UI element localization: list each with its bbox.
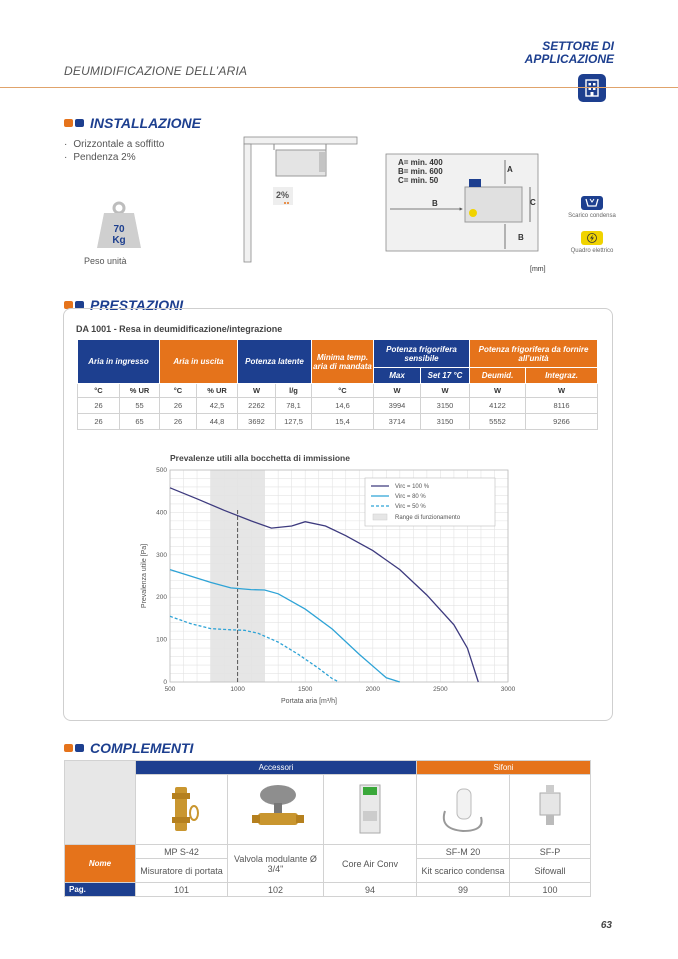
header-divider bbox=[0, 87, 678, 88]
unit-cell: % UR bbox=[197, 384, 238, 398]
x-tick-label: 500 bbox=[164, 686, 176, 693]
table-cell: 3150 bbox=[421, 398, 470, 414]
header-potenza-sensibile: Potenza frigorifera sensibile bbox=[374, 340, 470, 368]
table-cell: 5552 bbox=[470, 414, 526, 430]
table-cell: 127,5 bbox=[276, 414, 312, 430]
table-cell: 4122 bbox=[470, 398, 526, 414]
motorized-valve-icon bbox=[228, 775, 324, 845]
table-cell: 3692 bbox=[238, 414, 276, 430]
lightning-icon bbox=[581, 231, 603, 245]
header-minima-temp: Minima temp. aria di mandata bbox=[312, 340, 374, 384]
section-complementi bbox=[64, 740, 193, 756]
unit-cell: °C bbox=[160, 384, 197, 398]
header-potenza-latente: Potenza latente bbox=[238, 340, 312, 384]
table-cell: 42,5 bbox=[197, 398, 238, 414]
legend-label: Scarico condensa bbox=[568, 213, 616, 219]
x-tick-label: 3000 bbox=[500, 686, 516, 693]
unit-cell: W bbox=[374, 384, 421, 398]
table-cell: 44,8 bbox=[197, 414, 238, 430]
weight-badge bbox=[96, 200, 146, 250]
list-item: · Pendenza 2% bbox=[64, 151, 164, 164]
weight-caption: Peso unità bbox=[84, 256, 127, 266]
section-title: PRESTAZIONI bbox=[90, 297, 184, 313]
table-cell: 26 bbox=[160, 414, 197, 430]
table-cell: 65 bbox=[120, 414, 160, 430]
x-tick-label: 1500 bbox=[297, 686, 313, 693]
wall-siphon-icon bbox=[510, 775, 591, 845]
performance-table bbox=[77, 339, 598, 430]
unit-cell: W bbox=[238, 384, 276, 398]
svg-text:C: C bbox=[530, 198, 536, 207]
table-cell: 55 bbox=[120, 398, 160, 414]
header-aria-ingresso: Aria in ingresso bbox=[78, 340, 160, 384]
table-cell: 26 bbox=[160, 398, 197, 414]
y-tick-label: 300 bbox=[156, 551, 167, 559]
category-accessori: Accessori bbox=[136, 761, 417, 775]
table-cell: 9266 bbox=[526, 414, 598, 430]
x-tick-label: 2000 bbox=[365, 686, 381, 693]
row-label-nome: Nome bbox=[65, 845, 136, 883]
x-tick-label: 2500 bbox=[433, 686, 448, 693]
legend-label: Range di funzionamento bbox=[395, 515, 461, 521]
header-max: Max bbox=[374, 368, 421, 384]
din-module-icon bbox=[324, 775, 417, 845]
list-item: · Orizzontale a soffitto bbox=[64, 138, 164, 151]
unit-label: [mm] bbox=[530, 266, 546, 273]
legend-swatch bbox=[373, 514, 387, 520]
table-cell: 78,1 bbox=[276, 398, 312, 414]
installation-diagram bbox=[240, 132, 560, 277]
condensate-drain-icon bbox=[581, 196, 603, 210]
table-cell: 26 bbox=[78, 414, 120, 430]
installation-list bbox=[64, 138, 164, 164]
item-name: Valvola modulante Ø 3/4" bbox=[228, 845, 324, 883]
y-tick-label: 0 bbox=[163, 679, 167, 686]
sector-title bbox=[525, 40, 614, 66]
page-topic: DEUMIDIFICAZIONE DELL’ARIA bbox=[64, 64, 248, 78]
item-page: 99 bbox=[417, 883, 510, 897]
item-code: SF-M 20 bbox=[417, 845, 510, 859]
table-cell: 15,4 bbox=[312, 414, 374, 430]
section-marker-icon bbox=[64, 744, 84, 752]
header-integraz: Integraz. bbox=[526, 368, 598, 384]
siphon-kit-icon bbox=[417, 775, 510, 845]
y-tick-label: 200 bbox=[156, 594, 167, 602]
sector-title-line1: SETTORE DI bbox=[542, 39, 614, 53]
section-title: INSTALLAZIONE bbox=[90, 115, 201, 131]
building-icon bbox=[578, 74, 606, 102]
table-row bbox=[78, 414, 598, 430]
table-corner bbox=[65, 761, 136, 845]
item-page: 94 bbox=[324, 883, 417, 897]
item-page: 102 bbox=[228, 883, 324, 897]
chart-title: Prevalenze utili alla bocchetta di immissione bbox=[170, 453, 350, 463]
header-deumid: Deumid. bbox=[470, 368, 526, 384]
header-potenza-fornire: Potenza frigorifera da fornire all’unità bbox=[470, 340, 598, 368]
weight-value: 70 Kg bbox=[112, 224, 126, 246]
accessories-table bbox=[64, 760, 591, 897]
unit-cell: W bbox=[526, 384, 598, 398]
svg-text:B: B bbox=[432, 199, 438, 208]
legend-label: Quadro elettrico bbox=[570, 248, 614, 254]
item-code: SF-P bbox=[510, 845, 591, 859]
section-title: COMPLEMENTI bbox=[90, 740, 194, 756]
item-page: 101 bbox=[136, 883, 228, 897]
table-cell: 2262 bbox=[238, 398, 276, 414]
legend-label: Virc = 50 % bbox=[395, 504, 426, 510]
header-aria-uscita: Aria in uscita bbox=[160, 340, 238, 384]
dimension-b: B= min. 600 bbox=[398, 167, 443, 176]
header-set17: Set 17 °C bbox=[421, 368, 470, 384]
brass-valve-icon bbox=[136, 775, 228, 845]
x-tick-label: 1000 bbox=[230, 686, 245, 693]
item-name: Misuratore di portata bbox=[136, 859, 228, 883]
table-cell: 26 bbox=[78, 398, 120, 414]
table-cell: 3994 bbox=[374, 398, 421, 414]
item-name: Kit scarico condensa bbox=[417, 859, 510, 883]
category-sifoni: Sifoni bbox=[417, 761, 591, 775]
legend-label: Virc = 80 % bbox=[395, 494, 426, 500]
row-label-pag: Pag. bbox=[65, 883, 136, 897]
table-cell: 8116 bbox=[526, 398, 598, 414]
unit-cell: l/g bbox=[276, 384, 312, 398]
table-row bbox=[78, 398, 598, 414]
y-axis-label: Prevalenza utile [Pa] bbox=[141, 543, 148, 609]
section-marker-icon bbox=[64, 119, 84, 127]
slope-label: 2% bbox=[276, 190, 290, 200]
y-tick-label: 100 bbox=[156, 636, 167, 644]
table-title: DA 1001 - Resa in deumidificazione/integrazione bbox=[76, 324, 283, 334]
table-cell: 3714 bbox=[374, 414, 421, 430]
dimension-a: A= min. 400 bbox=[398, 158, 443, 167]
svg-text:B: B bbox=[518, 233, 524, 242]
table-cell: 14,6 bbox=[312, 398, 374, 414]
unit-cell: W bbox=[421, 384, 470, 398]
table-cell: 3150 bbox=[421, 414, 470, 430]
pressure-chart bbox=[130, 464, 530, 714]
sector-title-line2: APPLICAZIONE bbox=[524, 52, 614, 66]
unit-cell: % UR bbox=[120, 384, 160, 398]
legend-label: Virc = 100 % bbox=[395, 484, 430, 490]
page-number: 63 bbox=[600, 920, 612, 931]
unit-cell: °C bbox=[312, 384, 374, 398]
item-page: 100 bbox=[510, 883, 591, 897]
unit-cell: °C bbox=[78, 384, 120, 398]
item-name: Sifowall bbox=[510, 859, 591, 883]
unit-cell: W bbox=[470, 384, 526, 398]
item-name: Core Air Conv bbox=[324, 845, 417, 883]
svg-text:A: A bbox=[507, 165, 513, 174]
y-tick-label: 500 bbox=[156, 467, 167, 474]
y-tick-label: 400 bbox=[156, 509, 167, 517]
x-axis-label: Portata aria [m³/h] bbox=[280, 698, 338, 705]
item-code: MP S-42 bbox=[136, 845, 228, 859]
dimension-c: C= min. 50 bbox=[398, 176, 439, 185]
section-installazione bbox=[64, 115, 201, 131]
